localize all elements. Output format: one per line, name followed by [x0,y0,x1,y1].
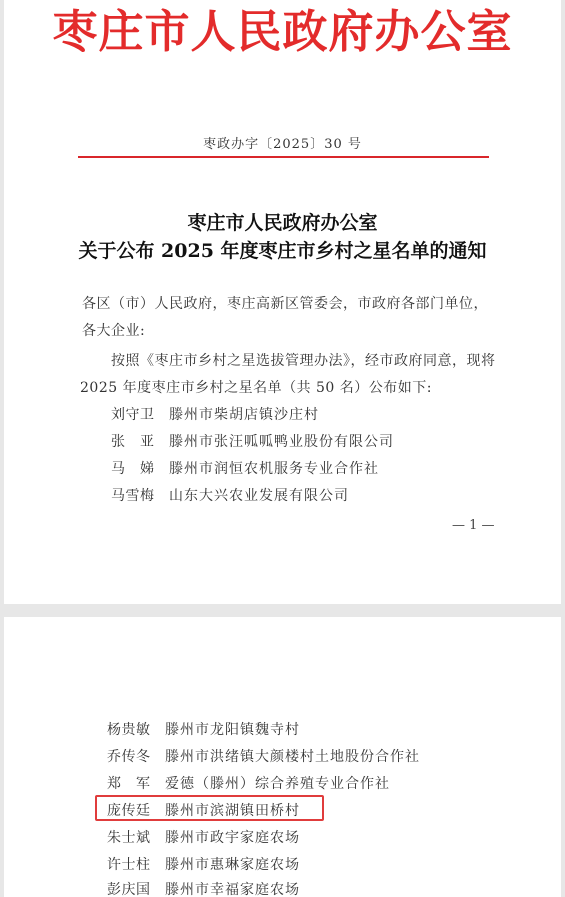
addressee-line-1: 各区（市）人民政府，枣庄高新区管委会，市政府各部门单位， [82,296,488,312]
recipient-name: 郑 军 [107,776,151,792]
intro-line-1: 按照《枣庄市乡村之星选拔管理办法》，经市政府同意，现将 [111,353,496,369]
recipient-name: 马 娣 [111,461,155,477]
list-item [111,431,394,451]
recipient-name: 马雪梅 [111,488,155,504]
highlight-annotation-box [95,795,324,821]
recipient-name: 许士柱 [107,857,151,873]
recipient-affiliation: 山东大兴农业发展有限公司 [169,488,349,504]
recipient-affiliation: 滕州市政宇家庭农场 [165,830,300,846]
list-item [107,827,300,847]
document-number: 枣政办字〔2025〕30 号 [203,137,362,152]
recipient-affiliation: 滕州市幸福家庭农场 [165,882,300,897]
recipient-name: 刘守卫 [111,407,155,423]
recipient-affiliation: 滕州市龙阳镇魏寺村 [165,722,300,738]
recipient-affiliation: 滕州市张汪呱呱鸭业股份有限公司 [169,434,394,450]
recipient-affiliation: 滕州市洪绪镇大颜楼村土地股份合作社 [165,749,420,765]
list-item [111,404,319,424]
recipient-affiliation: 滕州市柴胡店镇沙庄村 [169,407,319,423]
intro-line-2: 2025 年度枣庄市乡村之星名单（共 50 名）公布如下: [80,380,433,396]
list-item [107,746,420,766]
list-item [111,458,379,478]
issuing-organization-header: 枣庄市人民政府办公室 [52,5,513,58]
notice-title-line-1: 枣庄市人民政府办公室 [187,212,378,234]
red-separator-line [78,156,489,158]
list-item [107,879,300,897]
recipient-affiliation: 滕州市滨湖镇田桥村 [165,803,300,819]
document-page-1 [4,0,561,604]
recipient-name: 杨贵敏 [107,722,151,738]
recipient-name: 朱士斌 [107,830,151,846]
recipient-name: 乔传冬 [107,749,151,765]
recipient-affiliation: 滕州市润恒农机服务专业合作社 [169,461,379,477]
recipient-name: 张 亚 [111,434,155,450]
list-item [107,719,300,739]
recipient-affiliation: 爱德（滕州）综合养殖专业合作社 [165,776,390,792]
list-item [107,854,300,874]
recipient-name: 彭庆国 [107,882,151,897]
notice-title-line-2: 关于公布 2025 年度枣庄市乡村之星名单的通知 [78,240,487,262]
list-item [111,485,349,505]
recipient-name: 庞传廷 [107,803,151,819]
page-number: — 1 — [452,518,495,533]
addressee-line-2: 各大企业: [82,323,146,339]
recipient-affiliation: 滕州市惠琳家庭农场 [165,857,300,873]
list-item [107,773,390,793]
